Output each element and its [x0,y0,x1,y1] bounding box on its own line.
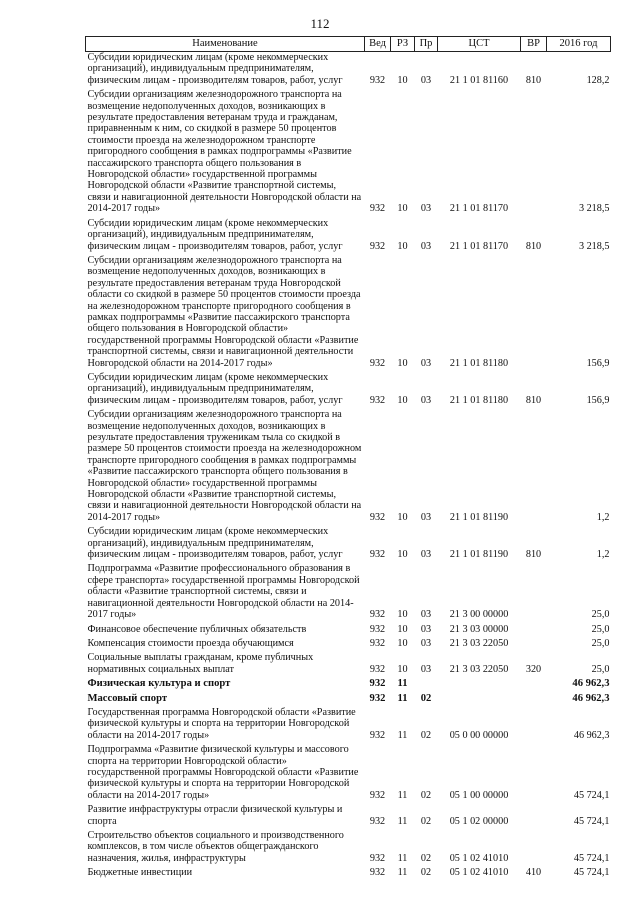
row-rz-cell: 10 [397,357,408,369]
row-ved-cell: 932 [369,357,386,369]
table-row [86,804,611,830]
row-name-cell: Бюджетные инвестиции [87,867,193,879]
table-row [86,526,611,563]
row-rz-cell: 10 [397,511,408,523]
row-cst-cell: 21 1 01 81170 [449,240,509,252]
row-cst-cell: 21 3 00 00000 [449,609,509,621]
row-cst-cell: 05 1 02 41010 [449,867,509,879]
budget-table [85,36,611,882]
row-sum-cell: 45 724,1 [573,815,610,827]
row-sum-cell: 45 724,1 [573,852,610,864]
table-row [86,372,611,409]
row-ved-cell: 932 [369,637,386,649]
row-rz-cell: 10 [397,549,408,561]
row-vr-cell [521,830,547,867]
row-rz-cell: 11 [397,789,408,801]
row-name-cell: Государственная программа Новгородской области «Развитие физической культуры и спорта на территории Новгородской области на 2014-2017 годы» [87,706,356,741]
row-ved-cell: 932 [369,511,386,523]
row-sum-cell: 128,2 [586,74,610,86]
row-vr-cell: 320 [525,663,542,675]
row-rz-cell: 10 [397,240,408,252]
row-rz-cell: 10 [397,74,408,86]
row-pr-cell: 03 [420,549,432,561]
row-sum-cell: 46 962,3 [573,729,610,741]
row-name-cell: Субсидии юридическим лицам (кроме некоммерческих организаций), индивидуальным предпринимателям, физическим лицам - производителям товаров, работ, услуг [87,52,343,86]
row-pr-cell: 03 [420,240,432,252]
row-cst-cell: 21 1 01 81160 [449,74,509,86]
row-sum-cell: 45 724,1 [573,867,610,879]
row-name-cell: Субсидии юридическим лицам (кроме некоммерческих организаций), индивидуальным предпринимателям, физическим лицам - производителям товаров, работ, услуг [87,217,343,252]
row-rz-cell: 10 [397,394,408,406]
row-cst-cell: 21 3 03 22050 [449,663,509,675]
column-header-pr: Пр [415,37,438,52]
row-name-cell: Субсидии организациям железнодорожного транспорта на возмещение недополученных доходов, возникающих в результате предоставления ветеранам труда и гражданам, приравненным к ним, со скидкой в размере 50 процентов стоимости проезда на железнодорожном транспорте пригородного сообщения в рамках подпрограммы «Развитие пассажирского транспорта общего пользования в Новгородской области» государственной программы Новгородской области «Развитие транспортной системы, связи и навигационной деятельности Новгородской области на 2014-2017 годы» [87,89,362,215]
row-vr-cell [521,638,547,652]
table-body [86,52,611,882]
row-cst-cell: 21 1 01 81190 [449,511,509,523]
row-vr-cell [521,804,547,830]
row-name-cell: Физическая культура и спорт [87,678,231,690]
table-row [86,652,611,678]
row-pr-cell: 02 [420,692,432,704]
row-vr-cell: 810 [525,549,542,561]
row-ved-cell: 932 [369,203,386,215]
row-ved-cell: 932 [369,240,386,252]
table-row [86,744,611,804]
row-pr-cell: 03 [420,623,432,635]
row-sum-cell: 156,9 [586,357,610,369]
row-vr-cell [521,89,547,217]
row-cst-cell: 21 3 03 22050 [449,637,509,649]
row-rz-cell: 10 [397,623,408,635]
page-number: 112 [310,16,330,31]
row-name-cell: Субсидии юридическим лицам (кроме некоммерческих организаций), индивидуальным предпринимателям, физическим лицам - производителям товаров, работ, услуг [87,526,343,561]
row-ved-cell: 932 [369,729,386,741]
row-pr-cell: 02 [420,815,432,827]
table-row [86,678,611,692]
row-name-cell: Подпрограмма «Развитие физической культуры и массового спорта на территории Новгородской области» государственной программы Новгородской области «Развитие физической культуры и спорта на территории Новгородской области на 2014-2017 годы» [87,744,359,801]
row-sum-cell: 3 218,5 [578,240,610,252]
table-row [86,409,611,526]
row-name-cell: Субсидии юридическим лицам (кроме некоммерческих организаций), индивидуальным предпринимателям, физическим лицам - производителям товаров, работ, услуг [87,371,343,406]
table-header-row [86,37,611,52]
row-cst-cell: 05 1 02 41010 [449,852,509,864]
row-ved-cell: 932 [369,789,386,801]
row-ved-cell: 932 [369,74,386,86]
row-sum-cell: 25,0 [591,637,610,649]
table-row [86,830,611,867]
column-header-sum: 2016 год [547,37,611,52]
row-cst-cell: 21 1 01 81190 [449,549,509,561]
row-ved-cell: 932 [369,549,386,561]
table-row [86,867,611,881]
row-sum-cell: 25,0 [591,609,610,621]
row-ved-cell: 932 [369,678,386,690]
row-name-cell: Развитие инфраструктуры отрасли физической культуры и спорта [87,804,343,827]
row-vr-cell [521,678,547,692]
row-ved-cell: 932 [369,394,386,406]
row-rz-cell: 11 [397,692,408,704]
row-sum-cell: 45 724,1 [573,789,610,801]
row-pr-cell: 03 [420,663,432,675]
table-row [86,255,611,372]
row-name-cell: Субсидии организациям железнодорожного транспорта на возмещение недополученных доходов, возникающих в результате предоставления труженикам тыла со скидкой в размере 50 процентов стоимости проезда на железнодорожном транспорте пригородного сообщения в рамках подпрограммы «Развитие пассажирского транспорта общего пользования в Новгородской области» государственной программы Новгородской области «Развитие транспортной системы, связи и навигационной деятельности Новгородской области на 2014-2017 годы» [87,409,362,523]
row-name-cell: Подпрограмма «Развитие профессионального образования в сфере транспорта» государственной программы Новгородской области «Развитие транспортной системы, связи и навигационной деятельности Новгородской области на 2014-2017 годы» [87,563,360,621]
row-pr-cell: 02 [420,729,432,741]
row-ved-cell: 932 [369,867,386,879]
row-cst-cell [438,693,521,707]
row-sum-cell: 46 962,3 [572,692,610,704]
table-row [86,563,611,623]
row-cst-cell [438,678,521,692]
row-vr-cell [521,744,547,804]
table-row [86,707,611,744]
row-pr-cell: 03 [420,394,432,406]
row-rz-cell: 11 [397,678,408,690]
table-row [86,89,611,217]
row-ved-cell: 932 [369,852,386,864]
row-rz-cell: 10 [397,203,408,215]
row-vr-cell [521,624,547,638]
row-pr-cell: 02 [420,867,432,879]
row-pr-cell: 03 [420,637,432,649]
row-vr-cell: 810 [525,74,542,86]
table-row [86,693,611,707]
row-sum-cell: 1,2 [596,549,610,561]
column-header-name: Наименование [86,37,365,52]
row-vr-cell: 410 [525,867,542,879]
row-ved-cell: 932 [369,609,386,621]
row-name-cell: Компенсация стоимости проезда обучающимся [87,637,294,649]
row-ved-cell: 932 [369,815,386,827]
row-pr-cell: 03 [420,357,432,369]
row-vr-cell [521,563,547,623]
row-cst-cell: 05 0 00 00000 [449,729,509,741]
row-name-cell: Субсидии организациям железнодорожного транспорта на возмещение недополученных доходов, возникающих в результате предоставления ветеранам труда Новгородской области со скидкой в размере 50 процентов стоимости проезда на железнодорожном транспорте пригородного сообщения в рамках подпрограммы «Развитие пассажирского транспорта общего пользования в Новгородской области» государственной программы Новгородской области «Развитие транспортной системы, связи и навигационной деятельности Новгородской области на 2014-2017 годы» [87,254,361,369]
row-pr-cell: 03 [420,609,432,621]
row-cst-cell: 21 1 01 81180 [449,394,509,406]
row-rz-cell: 11 [397,867,408,879]
row-cst-cell: 21 1 01 81170 [449,203,509,215]
row-sum-cell: 46 962,3 [572,678,610,690]
table-row [86,52,611,90]
row-sum-cell: 1,2 [596,511,610,523]
row-vr-cell: 810 [525,394,542,406]
row-vr-cell [521,255,547,372]
row-ved-cell: 932 [369,663,386,675]
row-ved-cell: 932 [369,692,386,704]
row-sum-cell: 156,9 [586,394,610,406]
row-cst-cell: 21 1 01 81180 [449,357,509,369]
row-rz-cell: 10 [397,637,408,649]
column-header-cst: ЦСТ [438,37,521,52]
row-cst-cell: 05 1 00 00000 [449,789,509,801]
row-name-cell: Социальные выплаты гражданам, кроме публичных нормативных социальных выплат [87,652,314,675]
row-name-cell: Массовый спорт [87,692,168,704]
row-rz-cell: 10 [397,609,408,621]
row-rz-cell: 11 [397,815,408,827]
column-header-rz: РЗ [391,37,415,52]
column-header-ved: Вед [365,37,391,52]
row-rz-cell: 11 [397,729,408,741]
row-ved-cell: 932 [369,623,386,635]
column-header-vr: ВР [521,37,547,52]
row-sum-cell: 25,0 [591,663,610,675]
row-pr-cell [415,678,438,692]
row-name-cell: Строительство объектов социального и производственного комплексов, в том числе объектов общегражданского назначения, жилья, инфраструктуры [87,830,344,864]
table-row [86,218,611,255]
row-name-cell: Финансовое обеспечение публичных обязательств [87,623,307,635]
row-sum-cell: 3 218,5 [578,203,610,215]
row-vr-cell [521,693,547,707]
row-vr-cell [521,707,547,744]
row-vr-cell: 810 [525,240,542,252]
row-pr-cell: 02 [420,789,432,801]
row-pr-cell: 03 [420,74,432,86]
row-rz-cell: 10 [397,663,408,675]
table-row [86,638,611,652]
table-row [86,624,611,638]
row-pr-cell: 03 [420,511,432,523]
row-cst-cell: 21 3 03 00000 [449,623,509,635]
row-cst-cell: 05 1 02 00000 [449,815,509,827]
row-vr-cell [521,409,547,526]
row-sum-cell: 25,0 [591,623,610,635]
row-pr-cell: 03 [420,203,432,215]
row-pr-cell: 02 [420,852,432,864]
row-rz-cell: 11 [397,852,408,864]
